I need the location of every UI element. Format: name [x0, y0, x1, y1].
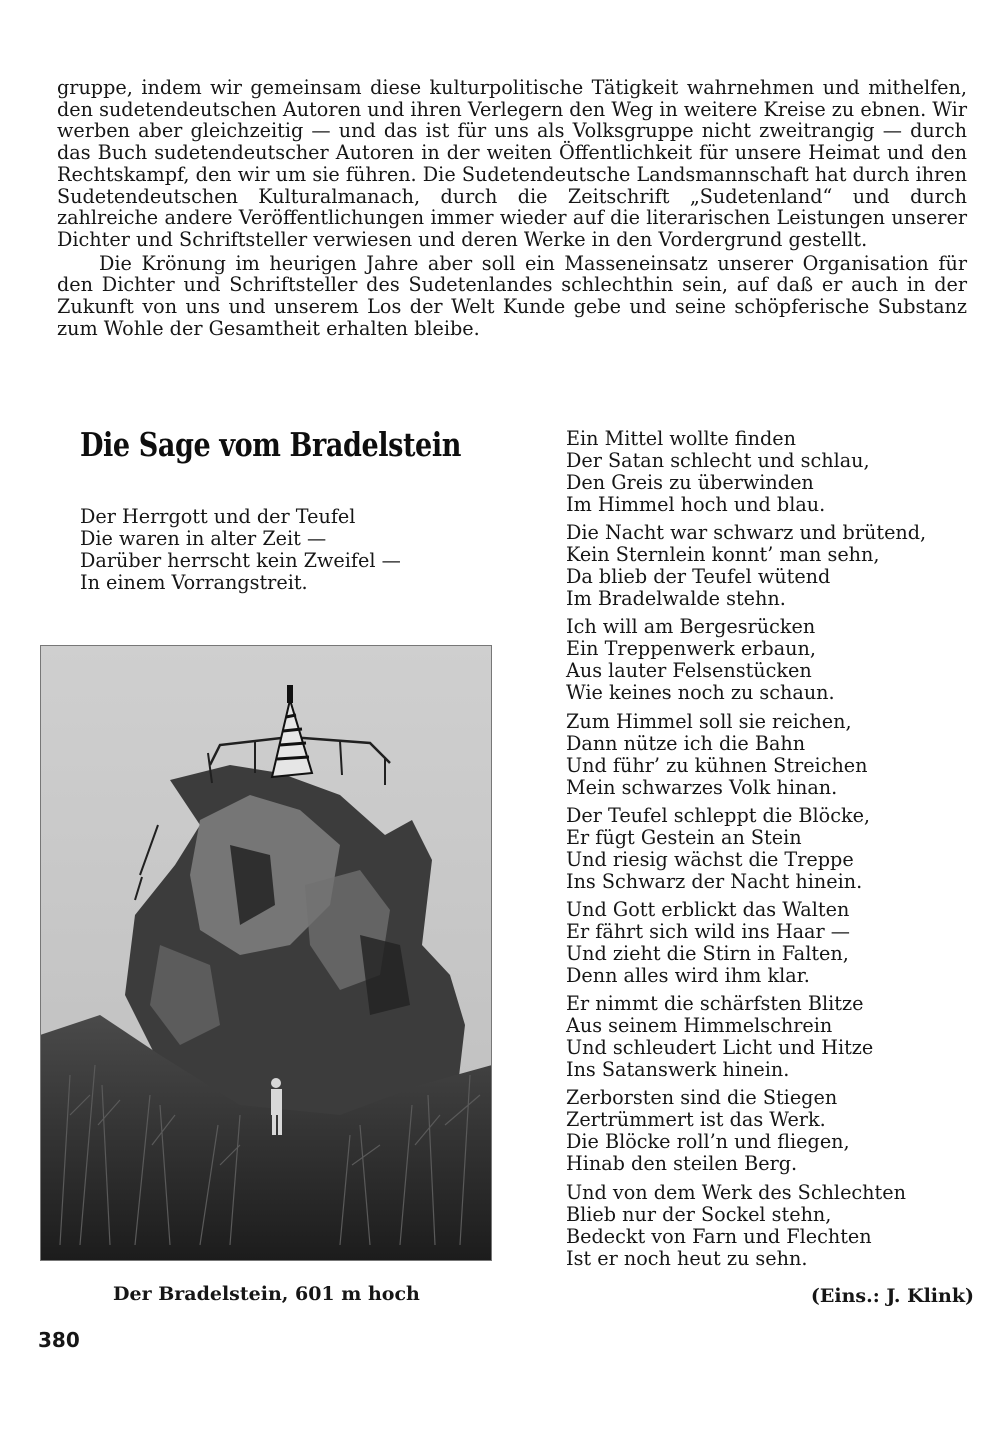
- poem-line: Im Bradelwalde stehn.: [566, 587, 786, 611]
- poem-line: Und von dem Werk des Schlechten: [566, 1180, 906, 1204]
- poem-line: Der Herrgott und der Teufel: [80, 505, 356, 528]
- poem-line: Er fügt Gestein an Stein: [566, 825, 802, 849]
- poem-line: Mein schwarzes Volk hinan.: [566, 775, 838, 799]
- poem-line: Er fährt sich wild ins Haar —: [566, 919, 850, 943]
- poem-stanza: [566, 711, 986, 799]
- page-number: 380: [38, 1328, 80, 1352]
- poem-credit: (Eins.: J. Klink): [810, 1285, 974, 1307]
- poem-line: Blieb nur der Sockel stehn,: [566, 1202, 832, 1226]
- poem-line: Wie keines noch zu schaun.: [566, 681, 835, 705]
- poem-line: Und schleudert Licht und Hitze: [566, 1036, 874, 1060]
- poem-line: Den Greis zu überwinden: [566, 471, 814, 494]
- trig-pole: [287, 685, 293, 703]
- poem-stanza: [566, 993, 986, 1081]
- bradelstein-photo: [40, 645, 492, 1261]
- poem-line: Darüber herrscht kein Zweifel —: [80, 549, 401, 572]
- poem-line: Kein Sternlein konnt’ man sehn,: [566, 543, 880, 567]
- poem-heading-block: [80, 425, 480, 594]
- poem-stanza: [566, 1182, 986, 1270]
- intro-paragraph-2: Die Krönung im heurigen Jahre aber soll ein Masseneinsatz unserer Organisation für den Dichter und Schriftsteller des Sudetenlandes schlechthin sein, auf daß er auch in der Zukunft von uns und unserem Los der Welt Kunde gebe und seine schöpferische Substanz zum Wohle der Gesamtheit erhalten bleibe.: [57, 251, 967, 340]
- poem-title: Die Sage vom Bradelstein: [80, 425, 461, 464]
- poem-line: Der Satan schlecht und schlau,: [566, 449, 870, 472]
- poem-line: Ins Schwarz der Nacht hinein.: [566, 869, 863, 893]
- poem-line: Da blieb der Teufel wütend: [566, 565, 831, 589]
- poem-line: Bedeckt von Farn und Flechten: [566, 1224, 872, 1248]
- poem-line: Die waren in alter Zeit —: [80, 527, 327, 550]
- poem-line: Ein Treppenwerk erbaun,: [566, 637, 816, 661]
- poem-line: In einem Vorrangstreit.: [80, 571, 308, 594]
- poem-stanza: [566, 805, 986, 893]
- poem-stanza-1: [80, 506, 480, 594]
- poem-line: Ich will am Bergesrücken: [566, 615, 816, 639]
- poem-line: Aus seinem Himmelschrein: [566, 1014, 833, 1038]
- poem-line: Aus lauter Felsenstücken: [566, 659, 812, 683]
- intro-text: [57, 77, 967, 339]
- poem-line: Und riesig wächst die Treppe: [566, 847, 854, 871]
- poem-stanza: [566, 616, 986, 704]
- poem-line: Die Nacht war schwarz und brütend,: [566, 521, 927, 545]
- poem-continuation: [566, 428, 986, 1276]
- poem-stanza: [566, 1087, 986, 1175]
- poem-line: Dann nütze ich die Bahn: [566, 731, 806, 755]
- poem-line: Und zieht die Stirn in Falten,: [566, 941, 849, 965]
- poem-line: Zertrümmert ist das Werk.: [566, 1108, 826, 1132]
- poem-line: Hinab den steilen Berg.: [566, 1152, 798, 1176]
- poem-line: Zerborsten sind die Stiegen: [566, 1086, 838, 1110]
- poem-line: Und führ’ zu kühnen Streichen: [566, 753, 868, 777]
- poem-line: Die Blöcke roll’n und fliegen,: [566, 1130, 850, 1154]
- poem-line: Ist er noch heut zu sehn.: [566, 1246, 808, 1270]
- poem-stanza: [566, 899, 986, 987]
- photo-caption: Der Bradelstein, 601 m hoch: [113, 1283, 420, 1305]
- poem-line: Denn alles wird ihm klar.: [566, 963, 810, 987]
- poem-line: Im Himmel hoch und blau.: [566, 493, 826, 516]
- poem-line: Ins Satanswerk hinein.: [566, 1058, 790, 1082]
- intro-paragraph-1: gruppe, indem wir gemeinsam diese kulturpolitische Tätigkeit wahrnehmen und mithelfen, den sudetendeutschen Autoren und ihren Verlegern den Weg in weitere Kreise zu ebnen. Wir werben aber gleichzeitig — und das ist für uns als Volksgruppe nicht zweitrangig — durch das Buch sudetendeutscher Autoren in der weiten Öffentlichkeit für unsere Heimat und den Rechtskampf, den wir um sie führen. Die Sudetendeutsche Landsmannschaft hat durch ihren Sudetendeutschen Kulturalmanach, durch die Zeitschrift „Sudetenland“ und durch zahlreiche andere Veröffentlichungen immer wieder auf die literarischen Leistungen unserer Dichter und Schriftsteller verwiesen und deren Werke in den Vordergrund gestellt.: [57, 76, 967, 251]
- poem-line: Zum Himmel soll sie reichen,: [566, 709, 852, 733]
- poem-line: Er nimmt die schärfsten Blitze: [566, 992, 864, 1016]
- poem-stanza: [566, 522, 986, 610]
- poem-line: Und Gott erblickt das Walten: [566, 897, 850, 921]
- poem-stanza: [566, 428, 986, 516]
- poem-line: Ein Mittel wollte finden: [566, 427, 796, 450]
- poem-line: Der Teufel schleppt die Blöcke,: [566, 803, 871, 827]
